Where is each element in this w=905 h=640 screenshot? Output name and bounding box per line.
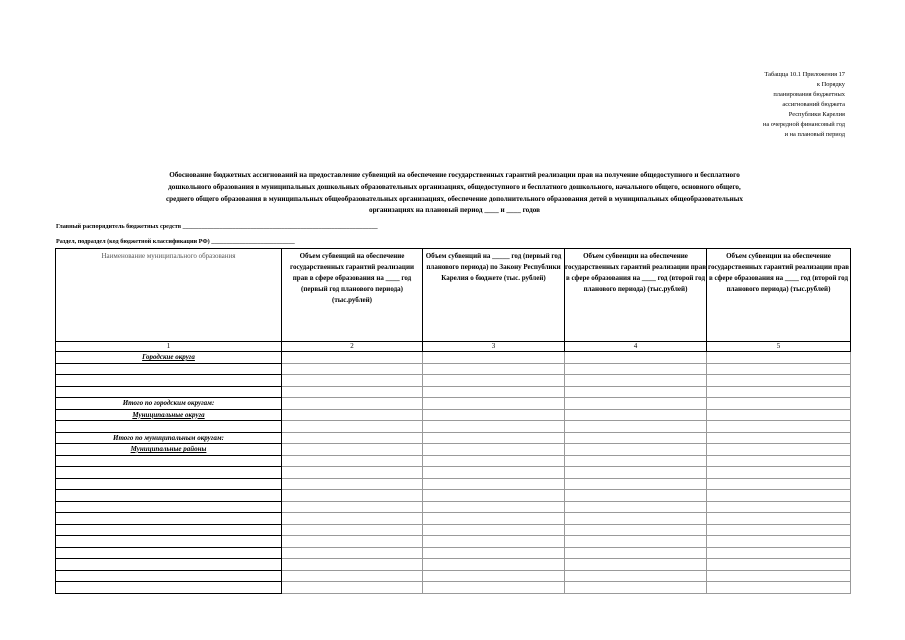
value-cell[interactable] — [282, 524, 423, 536]
value-cell[interactable] — [707, 375, 851, 387]
value-cell[interactable] — [565, 421, 707, 433]
value-cell[interactable] — [707, 455, 851, 467]
value-cell[interactable] — [565, 547, 707, 559]
value-cell[interactable] — [423, 570, 565, 582]
value-cell[interactable] — [423, 352, 565, 364]
value-cell[interactable] — [423, 547, 565, 559]
table-row — [56, 478, 851, 490]
value-cell[interactable] — [707, 501, 851, 513]
header-col-2: Объем субвенций на обеспечение государственных гарантий реализации прав в сфере образования на ____ год (первый год планового периода) (тыс.рублей) — [282, 249, 423, 342]
municipality-cell — [56, 524, 282, 536]
value-cell[interactable] — [282, 467, 423, 479]
reference-line: к Порядку — [816, 81, 845, 88]
table-row — [56, 501, 851, 513]
table-row — [56, 432, 851, 444]
value-cell[interactable] — [565, 352, 707, 364]
value-cell[interactable] — [707, 478, 851, 490]
value-cell[interactable] — [565, 559, 707, 571]
table-row — [56, 524, 851, 536]
value-cell[interactable] — [282, 421, 423, 433]
reference-line: Табащца 10.1 Приложения 17 — [764, 71, 845, 78]
reference-line: ассигнований бюджета — [782, 101, 845, 108]
table-header-row — [56, 249, 851, 342]
table-row — [56, 398, 851, 410]
value-cell[interactable] — [423, 386, 565, 398]
appendix-reference — [763, 70, 845, 140]
municipality-cell — [56, 513, 282, 525]
value-cell[interactable] — [707, 432, 851, 444]
value-cell[interactable] — [565, 386, 707, 398]
value-cell[interactable] — [565, 490, 707, 502]
value-cell[interactable] — [565, 536, 707, 548]
table-row — [56, 363, 851, 375]
value-cell[interactable] — [423, 501, 565, 513]
title-line: дошкольного образования в муниципальных дошкольных образовательных организациях, общедоступного и бесплатного дошкольного, начального общего, основного общего, — [168, 182, 741, 191]
table-row — [56, 513, 851, 525]
value-cell[interactable] — [282, 444, 423, 456]
municipality-cell — [56, 582, 282, 594]
value-cell[interactable] — [707, 559, 851, 571]
value-cell[interactable] — [565, 513, 707, 525]
value-cell[interactable] — [707, 444, 851, 456]
value-cell[interactable] — [565, 501, 707, 513]
table-row — [56, 467, 851, 479]
title-line: среднего общего образования в муниципальных общеобразовательных организациях, обеспечение дополнительного образования детей в муниципальных общеобразовательных — [165, 194, 743, 203]
value-cell[interactable] — [282, 455, 423, 467]
value-cell[interactable] — [282, 398, 423, 410]
value-cell[interactable] — [423, 467, 565, 479]
municipality-cell — [56, 559, 282, 571]
value-cell[interactable] — [282, 409, 423, 421]
value-cell[interactable] — [707, 582, 851, 594]
table-row — [56, 375, 851, 387]
municipality-cell — [56, 386, 282, 398]
table-row — [56, 352, 851, 364]
value-cell[interactable] — [282, 559, 423, 571]
header-col-4: Объем субвенции на обеспечение государственных гарантий реализации прав в сфере образования на ____ год (второй год планового периода) (тыс.рублей) — [565, 249, 707, 342]
table-row — [56, 386, 851, 398]
value-cell[interactable] — [707, 421, 851, 433]
value-cell[interactable] — [423, 409, 565, 421]
municipality-cell — [56, 570, 282, 582]
value-cell[interactable] — [565, 375, 707, 387]
title-line: организациях на плановый период ____ и ____ годов — [368, 206, 541, 215]
value-cell[interactable] — [282, 547, 423, 559]
value-cell[interactable] — [707, 398, 851, 410]
value-cell[interactable] — [423, 478, 565, 490]
value-cell[interactable] — [423, 421, 565, 433]
value-cell[interactable] — [423, 582, 565, 594]
value-cell[interactable] — [423, 490, 565, 502]
header-col-3: Объем субвенций на _____ год (первый год планового периода) по Закону Республики Карелия о бюджете (тыс. рублей) — [423, 249, 565, 342]
reference-line: на очередной финансовый год — [762, 121, 845, 128]
table-row — [56, 490, 851, 502]
main-manager-field: Главный распорядитель бюджетных средств _______________________________________________________________ — [56, 223, 378, 230]
value-cell[interactable] — [282, 513, 423, 525]
municipality-cell — [56, 375, 282, 387]
subvention-table — [55, 248, 851, 594]
value-cell[interactable] — [707, 513, 851, 525]
value-cell[interactable] — [282, 582, 423, 594]
value-cell[interactable] — [565, 478, 707, 490]
column-number: 3 — [423, 342, 565, 352]
title-line: Обоснование бюджетных ассигнований на предоставление субвенций на обеспечение государственных гарантий реализации прав на получение общедоступного и бесплатного — [169, 171, 740, 179]
header-col-5: Объем субвенции на обеспечение государственных гарантий реализации прав в сфере образования на ____ год (второй год планового периода) (тыс.рублей) — [707, 249, 851, 342]
value-cell[interactable] — [282, 375, 423, 387]
table-row — [56, 559, 851, 571]
table-row — [56, 409, 851, 421]
value-cell[interactable] — [707, 547, 851, 559]
table-row — [56, 582, 851, 594]
municipality-cell: Городские округа — [56, 352, 282, 364]
value-cell[interactable] — [282, 363, 423, 375]
municipality-cell — [56, 467, 282, 479]
value-cell[interactable] — [565, 444, 707, 456]
column-number: 1 — [56, 342, 282, 352]
value-cell[interactable] — [707, 536, 851, 548]
municipality-cell — [56, 501, 282, 513]
value-cell[interactable] — [282, 501, 423, 513]
section-field: Раздел, подраздел (код бюджетной классификации РФ) ___________________________ — [56, 238, 295, 245]
value-cell[interactable] — [565, 467, 707, 479]
value-cell[interactable] — [565, 363, 707, 375]
value-cell[interactable] — [282, 536, 423, 548]
reference-line: и на плановый период — [784, 131, 845, 138]
value-cell[interactable] — [282, 570, 423, 582]
value-cell[interactable] — [423, 513, 565, 525]
value-cell[interactable] — [423, 398, 565, 410]
value-cell[interactable] — [707, 409, 851, 421]
reference-line: Республики Карелия — [788, 111, 845, 118]
value-cell[interactable] — [423, 432, 565, 444]
table-body — [56, 352, 851, 594]
column-number: 5 — [707, 342, 851, 352]
value-cell[interactable] — [707, 524, 851, 536]
municipality-cell — [56, 547, 282, 559]
value-cell[interactable] — [423, 444, 565, 456]
municipality-cell — [56, 490, 282, 502]
value-cell[interactable] — [565, 524, 707, 536]
value-cell[interactable] — [282, 490, 423, 502]
value-cell[interactable] — [565, 455, 707, 467]
value-cell[interactable] — [423, 536, 565, 548]
table-row — [56, 547, 851, 559]
table-row — [56, 455, 851, 467]
value-cell[interactable] — [707, 352, 851, 364]
value-cell[interactable] — [282, 478, 423, 490]
value-cell[interactable] — [707, 570, 851, 582]
value-cell[interactable] — [282, 386, 423, 398]
document-title — [62, 170, 847, 217]
municipality-cell — [56, 455, 282, 467]
value-cell[interactable] — [565, 432, 707, 444]
municipality-cell: Муниципальные районы — [56, 444, 282, 456]
value-cell[interactable] — [423, 375, 565, 387]
municipality-cell: Итого по муниципальным округам: — [56, 432, 282, 444]
value-cell[interactable] — [707, 490, 851, 502]
table-row — [56, 444, 851, 456]
value-cell[interactable] — [565, 409, 707, 421]
municipality-cell — [56, 421, 282, 433]
value-cell[interactable] — [423, 559, 565, 571]
column-number: 2 — [282, 342, 423, 352]
value-cell[interactable] — [282, 432, 423, 444]
municipality-cell: Муниципальные округа — [56, 409, 282, 421]
table-row — [56, 421, 851, 433]
value-cell[interactable] — [565, 570, 707, 582]
column-number-row — [56, 342, 851, 352]
table-row — [56, 536, 851, 548]
reference-line: планирования бюджетных — [773, 91, 845, 98]
header-municipality: Наименование муниципального образования — [56, 249, 282, 342]
value-cell[interactable] — [423, 363, 565, 375]
value-cell[interactable] — [565, 398, 707, 410]
municipality-cell — [56, 363, 282, 375]
column-number: 4 — [565, 342, 707, 352]
municipality-cell — [56, 478, 282, 490]
value-cell[interactable] — [423, 524, 565, 536]
municipality-cell — [56, 536, 282, 548]
value-cell[interactable] — [707, 386, 851, 398]
value-cell[interactable] — [423, 455, 565, 467]
value-cell[interactable] — [707, 467, 851, 479]
municipality-cell: Итого по городским округам: — [56, 398, 282, 410]
table-row — [56, 570, 851, 582]
value-cell[interactable] — [707, 363, 851, 375]
value-cell[interactable] — [282, 352, 423, 364]
value-cell[interactable] — [565, 582, 707, 594]
